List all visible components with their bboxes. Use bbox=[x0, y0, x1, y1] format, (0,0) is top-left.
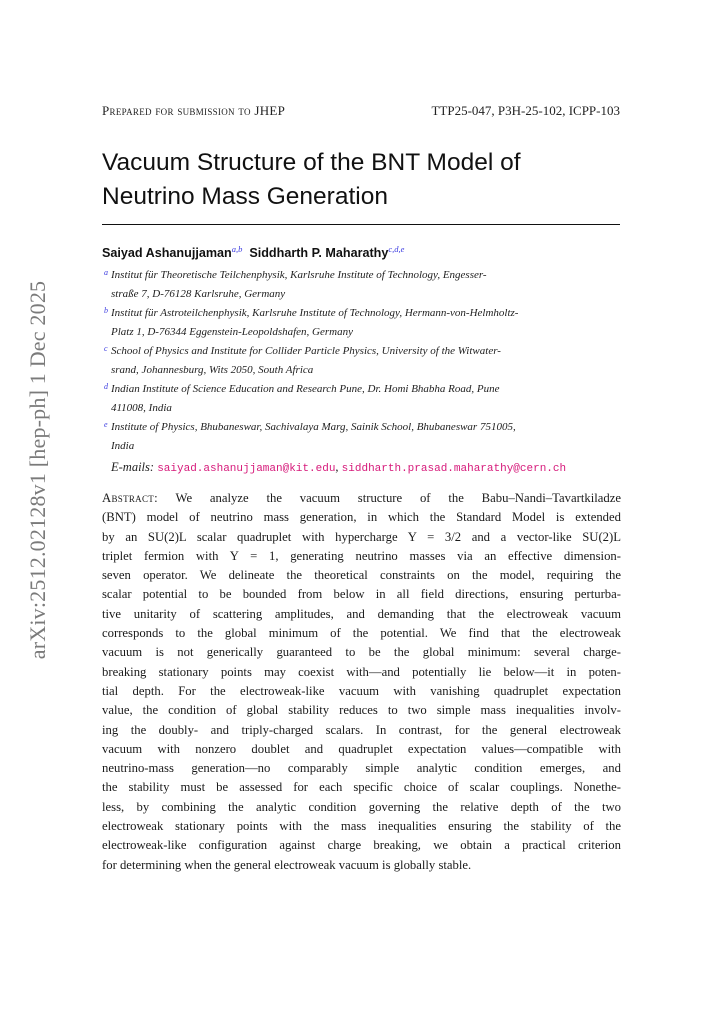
affiliation bbox=[104, 342, 622, 380]
affiliation-mark: d bbox=[104, 382, 108, 391]
abstract-line: tive unitarity of scattering amplitudes, and demanding that the electroweak vacuum bbox=[102, 606, 621, 621]
paper-title bbox=[102, 146, 622, 214]
affiliation-mark: a bbox=[104, 268, 108, 277]
affiliation-text: Institut für Theoretische Teilchenphysik, Karlsruhe Institute of Technology, Engesser- bbox=[111, 269, 487, 281]
abstract-line: for determining when the general electroweak vacuum is globally stable. bbox=[102, 857, 472, 872]
author-affiliation-marks: a,b bbox=[231, 244, 243, 254]
title-rule bbox=[102, 224, 620, 225]
abstract-line: value, the condition of global stability reduces to two simple mass inequalities involv- bbox=[102, 703, 621, 718]
author-affiliation-marks: c,d,e bbox=[388, 244, 405, 254]
affiliation-text: India bbox=[111, 440, 135, 452]
abstract-line: vacuum is not generically guaranteed to be the global minimum: several charge- bbox=[102, 645, 621, 660]
abstract-line: the stability must be assessed for each specific choice of scalar couplings. Nonethe- bbox=[102, 780, 621, 795]
arxiv-id: arXiv:2512.02128v1 [hep-ph] 1 Dec 2025 bbox=[25, 280, 50, 660]
affiliation-mark: e bbox=[104, 420, 108, 429]
affiliation-text: 411008, India bbox=[111, 402, 172, 414]
submission-note: Prepared for submission to JHEP bbox=[102, 103, 286, 118]
abstract-line: Abstract: We analyze the vacuum structure of the Babu–Nandi–Tavartkiladze bbox=[102, 491, 621, 505]
abstract-line: scalar potential to be bounded from below in all field directions, ensuring perturba- bbox=[102, 587, 621, 602]
email-link-cern[interactable]: siddharth.prasad.maharathy@cern.ch bbox=[341, 463, 567, 475]
affiliation-list bbox=[104, 266, 622, 456]
abstract-line: electroweak stationary points with the mass inequalities ensuring the stability of the bbox=[102, 819, 621, 834]
affiliation bbox=[104, 418, 622, 456]
abstract-line: ing the doubly- and triply-charged scalars. In contrast, for the general electroweak bbox=[102, 722, 621, 737]
abstract-line: by an SU(2)L scalar quadruplet with hypercharge Y = 3/2 and a vector-like SU(2)L bbox=[102, 529, 621, 544]
affiliation bbox=[104, 304, 622, 342]
title-line: Vacuum Structure of the BNT Model of bbox=[102, 149, 521, 176]
email-label: E-mails: bbox=[111, 460, 155, 474]
affiliation-text: School of Physics and Institute for Collider Particle Physics, University of the Witwater- bbox=[111, 345, 501, 357]
abstract-line: corresponds to the global minimum of the potential. We find that the electroweak bbox=[102, 626, 621, 641]
abstract-line: vacuum with nonzero doublet and quadruplet expectation values—compatible with bbox=[102, 741, 621, 756]
abstract-heading: Abstract: bbox=[102, 491, 158, 505]
abstract bbox=[102, 489, 621, 875]
author-list bbox=[102, 244, 620, 260]
abstract-line: less, by combining the analytic condition governing the relative depth of the two bbox=[102, 799, 621, 814]
abstract-line: electroweak-like configuration against charge breaking, we obtain a practical criterion bbox=[102, 838, 621, 853]
affiliation-text: Indian Institute of Science Education and Research Pune, Dr. Homi Bhabha Road, Pune bbox=[111, 383, 500, 395]
abstract-line: breaking stationary points may coexist with—and potentially lie below—it in poten- bbox=[102, 664, 621, 679]
report-numbers: TTP25-047, P3H-25-102, ICPP-103 bbox=[431, 103, 620, 118]
affiliation-text: straße 7, D-76128 Karlsruhe, Germany bbox=[111, 288, 286, 300]
email-separator: , bbox=[335, 460, 339, 474]
affiliation-text: srand, Johannesburg, Wits 2050, South Africa bbox=[111, 364, 314, 376]
affiliation-text: Institute of Physics, Bhubaneswar, Sachivalaya Marg, Sainik School, Bhubaneswar 751005, bbox=[111, 421, 516, 433]
email-line bbox=[111, 460, 566, 475]
title-line: Neutrino Mass Generation bbox=[102, 183, 388, 210]
affiliation-mark: c bbox=[104, 344, 108, 353]
affiliation bbox=[104, 380, 622, 418]
abstract-line: seven operator. We delineate the theoretical constraints on the model, requiring the bbox=[102, 568, 621, 583]
abstract-line: tial depth. For the electroweak-like vacuum with vanishing quadruplet expectation bbox=[102, 683, 621, 698]
email-link-kit[interactable]: saiyad.ashanujjaman@kit.edu bbox=[157, 463, 336, 475]
journal-header bbox=[102, 103, 620, 119]
abstract-line: neutrino-mass generation—no comparably simple analytic condition emerges, and bbox=[102, 761, 621, 776]
affiliation-mark: b bbox=[104, 306, 108, 315]
affiliation bbox=[104, 266, 622, 304]
abstract-line: triplet fermion with Y = 1, generating neutrino masses via an effective dimension- bbox=[102, 548, 621, 563]
affiliation-text: Institut für Astroteilchenphysik, Karlsruhe Institute of Technology, Hermann-von-Helmholtz- bbox=[111, 307, 519, 319]
author-name: Saiyad Ashanujjaman bbox=[102, 246, 232, 261]
author-name: Siddharth P. Maharathy bbox=[249, 246, 389, 261]
affiliation-text: Platz 1, D-76344 Eggenstein-Leopoldshafen, Germany bbox=[111, 326, 353, 338]
abstract-line: (BNT) model of neutrino mass generation, in which the Standard Model is extended bbox=[102, 510, 621, 525]
